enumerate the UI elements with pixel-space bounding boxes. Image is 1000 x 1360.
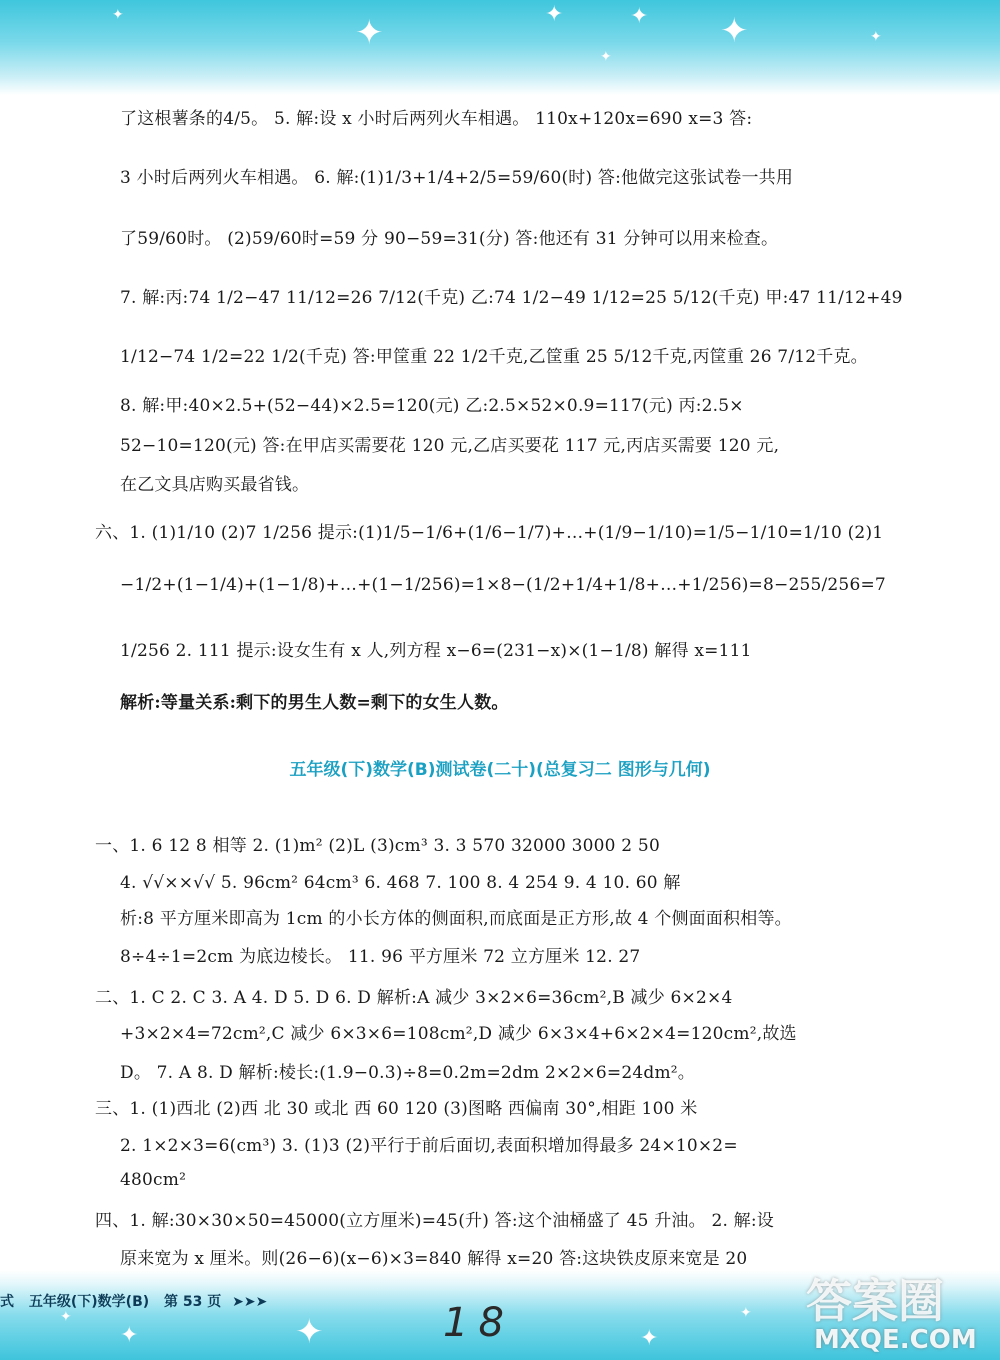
section-title: 五年级(下)数学(B)测试卷(二十)(总复习二 图形与几何) <box>289 760 711 780</box>
text-line: 六、1. (1)1/10 (2)7 1/256 提示:(1)1/5−1/6+(1/6−1/7)+…+(1/9−1/10)=1/5−1/10=1/10 (2)1 <box>95 523 884 543</box>
text-line: 原来宽为 x 厘米。则(26−6)(x−6)×3=840 解得 x=20 答:这块铁皮原来宽是 20 <box>120 1249 748 1269</box>
footer-left-char: 式 <box>0 1294 14 1310</box>
text-line: 了59/60时。 (2)59/60时=59 分 90−59=31(分) 答:他还有 31 分钟可以用来检查。 <box>120 229 779 249</box>
footer-label: 五年级(下)数学(B) <box>28 1294 150 1310</box>
text-line: 1/256 2. 111 提示:设女生有 x 人,列方程 x−6=(231−x)×(1−1/8) 解得 x=111 <box>120 641 752 661</box>
text-line: +3×2×4=72cm²,C 减少 6×3×6=108cm²,D 减少 6×3×4+6×2×4=120cm²,故选 <box>120 1024 797 1044</box>
text-line: 8. 解:甲:40×2.5+(52−44)×2.5=120(元) 乙:2.5×52×0.9=117(元) 丙:2.5× <box>120 396 744 416</box>
sparkle-icon: ✦ <box>545 2 564 27</box>
text-line: 在乙文具店购买最省钱。 <box>120 475 310 495</box>
text-line: 52−10=120(元) 答:在甲店买需要花 120 元,乙店买要花 117 元,丙店买需要 120 元, <box>120 436 780 456</box>
double-arrow-icon: ➤➤➤ <box>232 1294 268 1310</box>
top-decor-band <box>0 0 1000 95</box>
sparkle-icon: ✦ <box>630 4 649 29</box>
sparkle-icon: ✦ <box>740 1305 752 1321</box>
sparkle-icon: ✦ <box>870 29 882 45</box>
sparkle-icon: ✦ <box>120 1323 139 1348</box>
text-line: 三、1. (1)西北 (2)西 北 30 或北 西 60 120 (3)图略 西偏南 30°,相距 100 米 <box>95 1099 698 1119</box>
text-line: 480cm² <box>120 1170 187 1190</box>
text-line: 二、1. C 2. C 3. A 4. D 5. D 6. D 解析:A 减少 3×2×6=36cm²,B 减少 6×2×4 <box>95 988 733 1008</box>
text-line: 1/12−74 1/2=22 1/2(千克) 答:甲筐重 22 1/2千克,乙筐重 25 5/12千克,丙筐重 26 7/12千克。 <box>120 347 868 367</box>
sparkle-icon: ✦ <box>600 49 612 65</box>
text-line: −1/2+(1−1/4)+(1−1/8)+…+(1−1/256)=1×8−(1/2+1/4+1/8+…+1/256)=8−255/256=7 <box>120 575 886 595</box>
watermark-logo <box>798 1255 998 1360</box>
watermark-text: 答案圈 <box>806 1274 944 1328</box>
text-line: 一、1. 6 12 8 相等 2. (1)m² (2)L (3)cm³ 3. 3 570 32000 3000 2 50 <box>95 836 660 856</box>
footer-page: 第 53 页 <box>164 1294 222 1310</box>
text-line: 解析:等量关系:剩下的男生人数=剩下的女生人数。 <box>120 693 509 713</box>
watermark-url: MXQE.COM <box>814 1325 977 1355</box>
sparkle-icon: ✦ <box>640 1326 659 1351</box>
sparkle-icon: ✦ <box>112 7 124 23</box>
text-line: 2. 1×2×3=6(cm³) 3. (1)3 (2)平行于前后面切,表面积增加得最多 24×10×2= <box>120 1136 738 1156</box>
handwritten-page-number: 18 <box>443 1300 514 1346</box>
page-footer <box>0 1291 267 1311</box>
text-line: 4. √√××√√ 5. 96cm² 64cm³ 6. 468 7. 100 8. 4 254 9. 4 10. 60 解 <box>120 873 681 893</box>
sparkle-icon: ✦ <box>295 1312 324 1352</box>
sparkle-icon: ✦ <box>355 13 384 53</box>
text-line: 3 小时后两列火车相遇。 6. 解:(1)1/3+1/4+2/5=59/60(时) 答:他做完这张试卷一共用 <box>120 168 794 188</box>
text-line: D。 7. A 8. D 解析:棱长:(1.9−0.3)÷8=0.2m=2dm 2×2×6=24dm²。 <box>120 1063 695 1083</box>
sparkle-icon: ✦ <box>720 11 749 51</box>
text-line: 析:8 平方厘米即高为 1cm 的小长方体的侧面积,而底面是正方形,故 4 个侧面面积相等。 <box>120 909 792 929</box>
text-line: 了这根薯条的4/5。 5. 解:设 x 小时后两列火车相遇。 110x+120x=690 x=3 答: <box>120 109 753 129</box>
text-line: 四、1. 解:30×30×50=45000(立方厘米)=45(升) 答:这个油桶盛了 45 升油。 2. 解:设 <box>95 1211 774 1231</box>
text-line: 7. 解:丙:74 1/2−47 11/12=26 7/12(千克) 乙:74 1/2−49 1/12=25 5/12(千克) 甲:47 11/12+49 <box>120 288 903 308</box>
sparkle-icon: ✦ <box>60 1309 72 1325</box>
text-line: 8÷4÷1=2cm 为底边棱长。 11. 96 平方厘米 72 立方厘米 12. 27 <box>120 947 641 967</box>
